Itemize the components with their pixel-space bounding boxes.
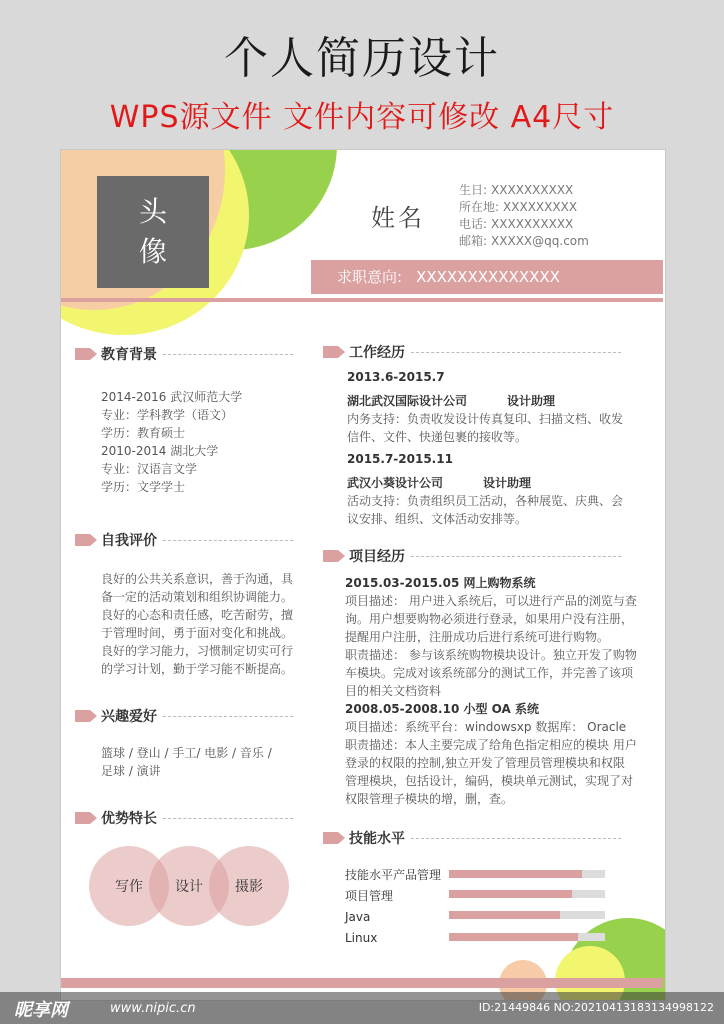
skill-bar-fill	[449, 933, 578, 941]
work-desc-line: 信件、文件、快递包裹的接收等。	[347, 430, 528, 444]
project-line: 管理模块，包括设计，编码，模块单元测试，实现了对	[345, 774, 634, 788]
work-desc-line: 内务支持：负责收发设计传真复印、扫描文档、收发	[347, 412, 624, 426]
skill-label: 项目管理	[345, 889, 394, 903]
work-desc-line: 议安排、组织、文体活动安排等。	[347, 512, 528, 526]
section-self-eval-header	[75, 530, 293, 550]
skill-bar-track	[449, 870, 605, 878]
avatar[interactable]	[97, 176, 209, 288]
job-intention-bar	[311, 260, 663, 294]
self-eval-line: 良好的学习能力，习惯制定切实可行	[101, 644, 294, 658]
section-divider	[163, 540, 293, 541]
work-role: 设计助理	[483, 476, 532, 490]
work-role: 设计助理	[507, 394, 556, 408]
skill-bar-fill	[449, 870, 582, 878]
education-line: 2014-2016 武汉师范大学	[101, 390, 243, 404]
section-divider	[163, 818, 293, 819]
contact-label: 邮箱:	[459, 234, 488, 248]
work-company: 武汉小葵设计公司	[347, 476, 444, 490]
section-title: 自我评价	[101, 533, 157, 549]
section-arrow-icon	[323, 832, 345, 844]
contact-row-email	[459, 233, 589, 250]
project-heading: 2015.03-2015.05 网上购物系统	[345, 576, 536, 590]
section-hobbies-header	[75, 706, 293, 726]
project-heading: 2008.05-2008.10 小型 OA 系统	[345, 702, 539, 716]
skill-bar-track	[449, 933, 605, 941]
header-divider-bar	[61, 298, 663, 302]
education-line: 2010-2014 湖北大学	[101, 444, 219, 458]
education-line: 专业：学科教学（语文）	[101, 408, 234, 422]
section-title: 项目经历	[349, 549, 405, 565]
hobbies-line: 足球 / 演讲	[101, 764, 161, 778]
page-banner-subtitle: WPS源文件 文件内容可修改 A4尺寸	[109, 100, 615, 135]
avatar-text-2: 像	[138, 235, 167, 268]
project-line: 项目描述：系统平台：windowsxp 数据库： Oracle	[345, 720, 627, 734]
watermark-id: ID:21449846 NO:20210413183134998122	[478, 1001, 714, 1014]
section-divider	[163, 354, 293, 355]
contact-row-phone	[459, 216, 589, 233]
watermark-logo: 昵享网	[14, 1000, 68, 1021]
self-eval-line: 于管理时间，勇于面对变化和挑战。	[101, 626, 294, 640]
education-list	[101, 388, 242, 496]
page-banner-title: 个人简历设计	[224, 33, 500, 84]
project-line: 登录的权限的控制,独立开发了管理员管理模块和权限	[345, 756, 625, 770]
contact-label: 电话:	[459, 217, 488, 231]
resume-name: 姓名	[371, 204, 425, 232]
contact-label: 生日:	[459, 183, 488, 197]
work-date: 2013.6-2015.7	[347, 370, 445, 384]
footer-bar	[61, 978, 663, 988]
hobbies-text	[101, 744, 272, 780]
section-arrow-icon	[75, 348, 97, 360]
contact-label: 所在地:	[459, 200, 500, 214]
contact-info	[459, 182, 589, 250]
section-arrow-icon	[75, 812, 97, 824]
skill-bar-track	[449, 911, 605, 919]
project-line: 车模块。完成对该系统部分的测试工作，并完善了该项	[345, 666, 634, 680]
education-line: 专业：汉语言文学	[101, 462, 198, 476]
self-eval-line: 的学习计划，勤于学习能不断提高。	[101, 662, 294, 676]
resume-sheet	[60, 149, 666, 1001]
work-entry-1	[347, 368, 623, 446]
work-entry-2	[347, 450, 623, 528]
hobbies-line: 篮球 / 登山 / 手工/ 电影 / 音乐 /	[101, 746, 272, 760]
contact-value: XXXXXXXXXX	[491, 183, 574, 197]
section-divider	[411, 838, 621, 839]
strength-circle: 写作	[89, 846, 169, 926]
section-divider	[411, 556, 621, 557]
project-line: 提醒用户注册，注册成功后进行系统可进行购物。	[345, 630, 610, 644]
section-work-header	[323, 342, 621, 362]
strength-circle: 设计	[149, 846, 229, 926]
work-company: 湖北武汉国际设计公司	[347, 394, 468, 408]
project-line: 项目描述： 用户进入系统后，可以进行产品的浏览与查	[345, 594, 637, 608]
skill-bar-track	[449, 890, 605, 898]
section-title: 技能水平	[349, 831, 405, 847]
skill-bar-fill	[449, 890, 572, 898]
section-title: 工作经历	[349, 345, 405, 361]
contact-value: XXXXX@qq.com	[491, 234, 589, 248]
project-line: 职责描述： 参与该系统购物模块设计。独立开发了购物	[345, 648, 637, 662]
project-line: 询。用户想要购物必须进行登录，如果用户没有注册，	[345, 612, 634, 626]
education-line: 学历：文学学士	[101, 480, 186, 494]
project-line: 目的相关文档资料	[345, 684, 442, 698]
watermark-strip	[0, 992, 724, 1024]
self-eval-line: 备一定的活动策划和组织协调能力。	[101, 590, 294, 604]
work-company-row	[347, 392, 623, 410]
contact-value: XXXXXXXXX	[503, 200, 578, 214]
skill-bar-fill	[449, 911, 560, 919]
skill-label: 技能水平产品管理	[345, 868, 442, 882]
section-divider	[163, 716, 293, 717]
watermark-url: www.nipic.cn	[110, 1001, 196, 1016]
skill-label: Java	[345, 910, 371, 924]
section-arrow-icon	[323, 346, 345, 358]
self-eval-line: 良好的公共关系意识，善于沟通，具	[101, 572, 294, 586]
section-title: 教育背景	[101, 347, 157, 363]
contact-row-birthday	[459, 182, 589, 199]
section-arrow-icon	[323, 550, 345, 562]
education-line: 学历：教育硕士	[101, 426, 186, 440]
job-intention-value: XXXXXXXXXXXXXX	[416, 268, 560, 286]
section-education-header	[75, 344, 293, 364]
section-strengths-header	[75, 808, 293, 828]
section-title: 兴趣爱好	[101, 709, 157, 725]
strength-circle: 摄影	[209, 846, 289, 926]
section-projects-header	[323, 546, 621, 566]
section-arrow-icon	[75, 710, 97, 722]
self-eval-text	[101, 570, 293, 678]
work-desc-line: 活动支持：负责组织员工活动，各种展览、庆典、会	[347, 494, 624, 508]
strengths-venn	[89, 846, 329, 926]
work-date: 2015.7-2015.11	[347, 452, 453, 466]
avatar-text-1: 头	[138, 195, 167, 228]
self-eval-line: 良好的心态和责任感，吃苦耐劳，擅	[101, 608, 294, 622]
section-skills-header	[323, 828, 621, 848]
skill-label: Linux	[345, 931, 378, 945]
contact-value: XXXXXXXXXX	[491, 217, 574, 231]
job-intention-label: 求职意向:	[337, 268, 403, 286]
project-line: 职责描述：本人主要完成了给角色指定相应的模块 用户	[345, 738, 637, 752]
section-title: 优势特长	[101, 811, 157, 827]
project-list	[345, 574, 637, 808]
section-divider	[411, 352, 621, 353]
project-line: 权限管理子模块的增，删，查。	[345, 792, 514, 806]
contact-row-location	[459, 199, 589, 216]
work-company-row	[347, 474, 623, 492]
section-arrow-icon	[75, 534, 97, 546]
